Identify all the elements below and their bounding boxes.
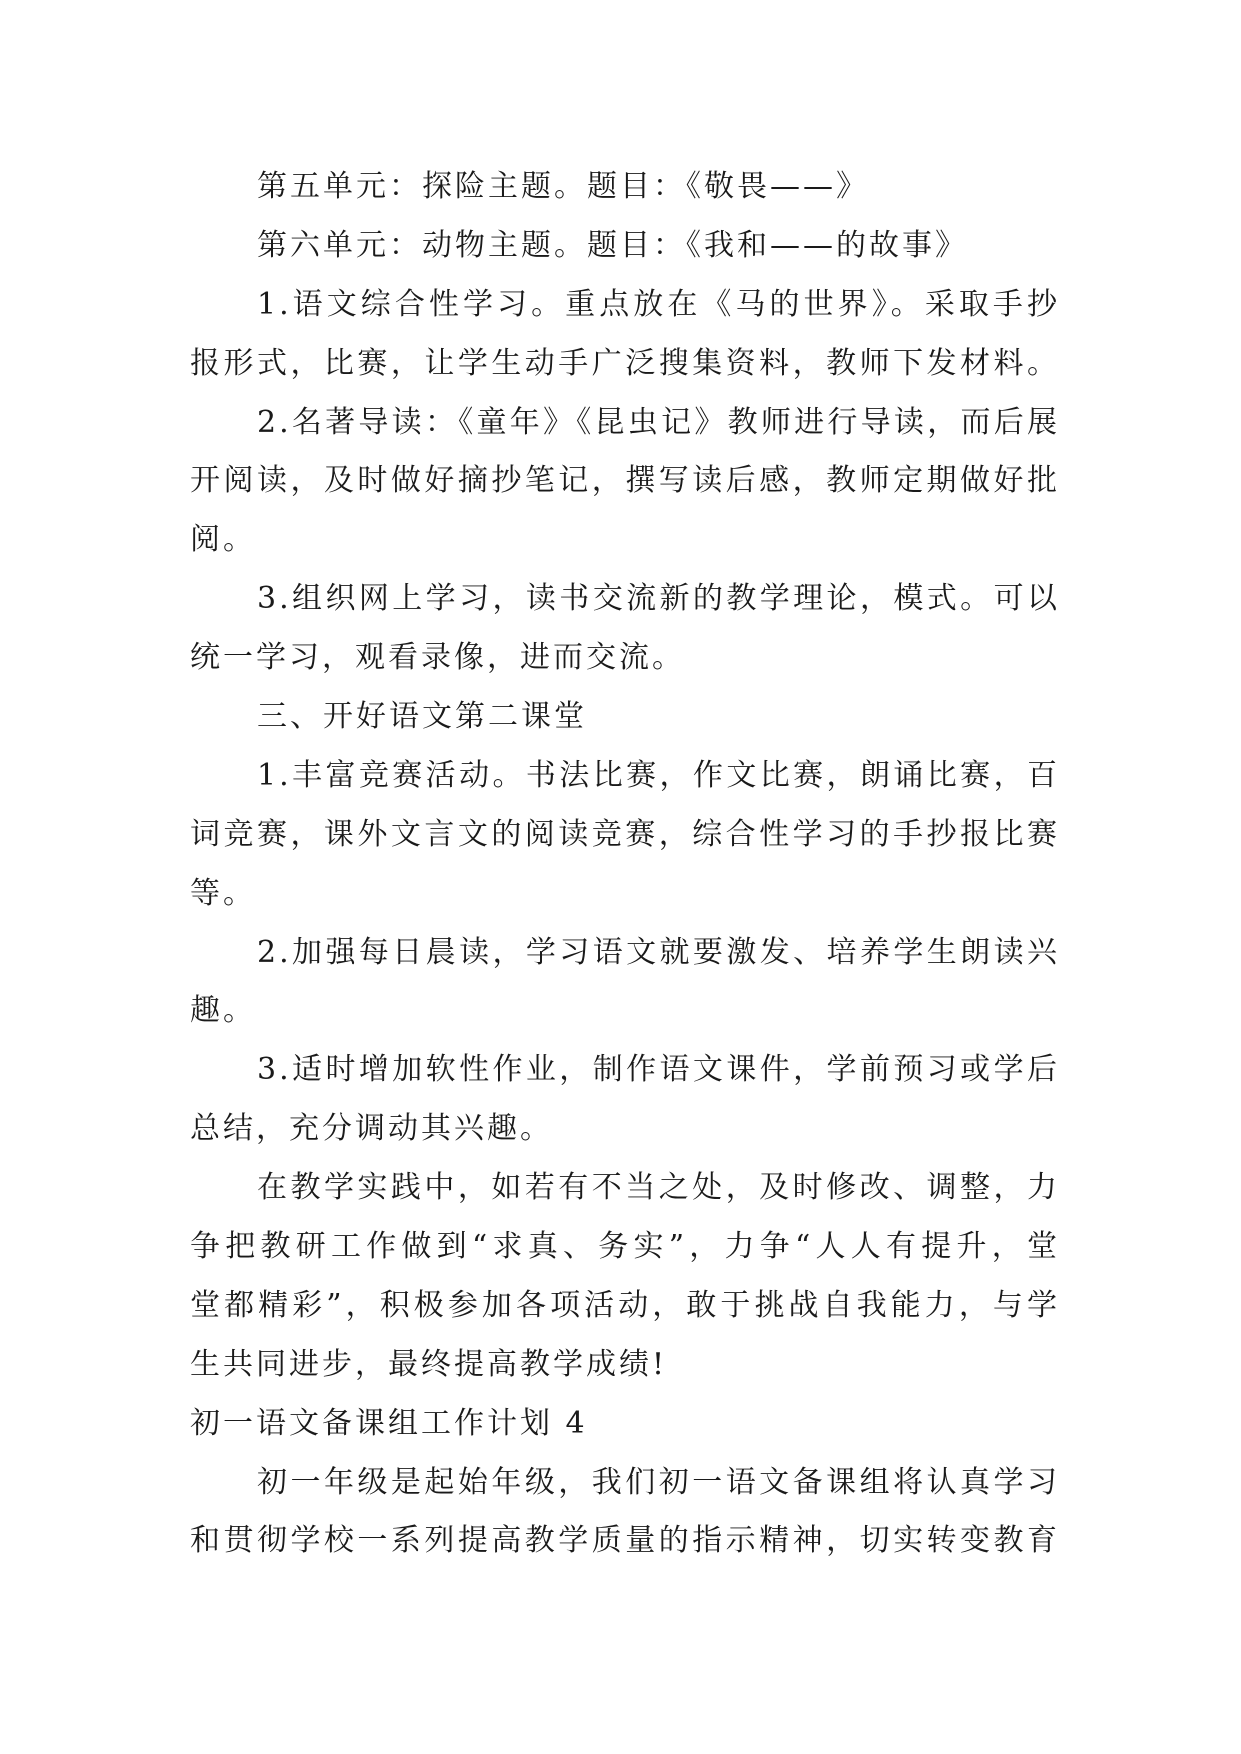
- text-line: 总结，充分调动其兴趣。: [190, 1111, 553, 1147]
- text-line: 1.语文综合性学习。重点放在《马的世界》。采取手抄: [257, 286, 1060, 322]
- text-line: 在教学实践中，如若有不当之处，及时修改、调整，力: [257, 1170, 1060, 1206]
- text-line: 等。: [190, 875, 256, 911]
- text-line: 阅。: [190, 522, 256, 558]
- text-line: 报形式，比赛，让学生动手广泛搜集资料，教师下发材料。: [190, 345, 1060, 381]
- text-line: 2.加强每日晨读，学习语文就要激发、培养学生朗读兴: [257, 934, 1060, 970]
- text-line: 生共同进步，最终提高教学成绩!: [190, 1346, 668, 1382]
- section-heading: 三、开好语文第二课堂: [257, 699, 587, 735]
- text-line: 词竞赛，课外文言文的阅读竞赛，综合性学习的手抄报比赛: [190, 816, 1060, 852]
- text-line: 3.组织网上学习，读书交流新的教学理论，模式。可以: [257, 581, 1060, 617]
- text-line: 3.适时增加软性作业，制作语文课件，学前预习或学后: [257, 1052, 1060, 1088]
- text-line: 2.名著导读：《童年》《昆虫记》教师进行导读，而后展: [257, 404, 1060, 440]
- text-line: 堂都精彩”，积极参加各项活动，敢于挑战自我能力，与学: [190, 1287, 1060, 1323]
- text-line: 第五单元：探险主题。题目：《敬畏——》: [257, 169, 869, 204]
- text-line: 统一学习，观看录像，进而交流。: [190, 640, 685, 676]
- text-line: 第六单元：动物主题。题目：《我和——的故事》: [257, 227, 968, 263]
- document-body: [190, 158, 1060, 1571]
- text-line: 初一年级是起始年级，我们初一语文备课组将认真学习: [257, 1464, 1060, 1500]
- document-section-title: 初一语文备课组工作计划 4: [190, 1405, 588, 1441]
- text-line: 开阅读，及时做好摘抄笔记，撰写读后感，教师定期做好批: [190, 463, 1060, 499]
- text-line: 争把教研工作做到“求真、务实”，力争“人人有提升，堂: [190, 1229, 1060, 1265]
- text-line: 趣。: [190, 993, 256, 1029]
- text-line: 1.丰富竞赛活动。书法比赛，作文比赛，朗诵比赛，百: [257, 757, 1060, 793]
- text-line: 和贯彻学校一系列提高教学质量的指示精神，切实转变教育: [190, 1523, 1060, 1559]
